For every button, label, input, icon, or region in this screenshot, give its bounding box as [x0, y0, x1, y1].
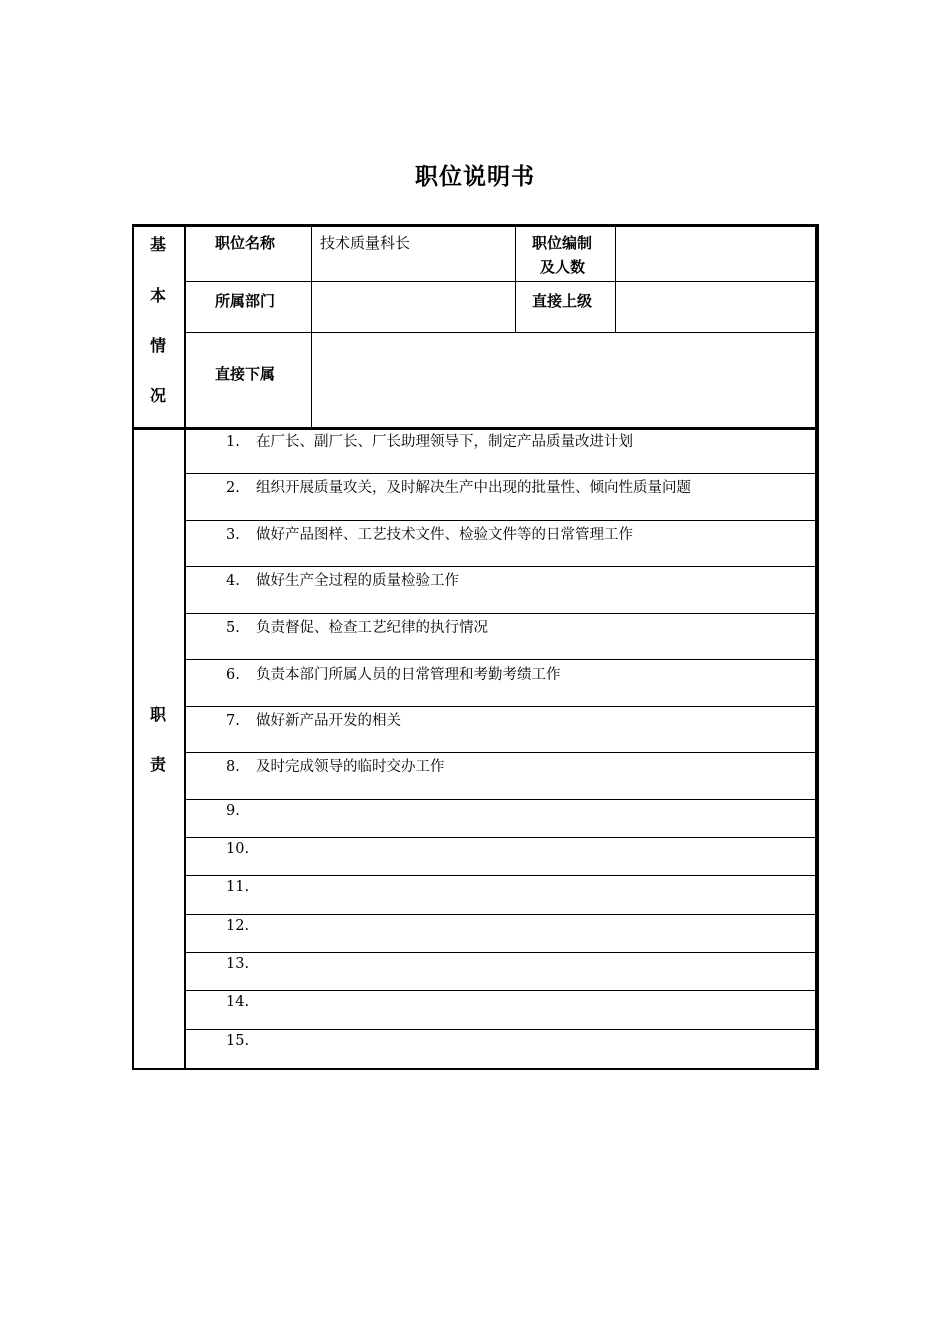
section-label-char: 职: [149, 705, 166, 724]
duty-text: 组织开展质量攻关，及时解决生产中出现的批量性、倾向性质量问题: [256, 480, 691, 496]
table-frame: [132, 224, 819, 1070]
section-divider: [132, 427, 815, 430]
job-description-table: [132, 224, 819, 1070]
headcount-label: [532, 231, 592, 279]
duty-number: 6.: [226, 667, 240, 683]
list-item: [226, 877, 256, 897]
row-divider: [184, 706, 815, 707]
list-item: [226, 992, 256, 1012]
duty-text: 负责督促、检查工艺纪律的执行情况: [256, 620, 488, 636]
row-divider: [184, 473, 815, 474]
duty-number: 2.: [226, 480, 240, 496]
row-divider: [184, 1029, 815, 1030]
list-item: [226, 571, 459, 591]
row-divider: [184, 990, 815, 991]
row-divider: [184, 281, 815, 282]
row-divider: [184, 659, 815, 660]
duty-text: 做好生产全过程的质量检验工作: [256, 573, 459, 589]
row-divider: [184, 613, 815, 614]
second-label-column-divider: [615, 224, 616, 332]
headcount-label-line: 职位编制: [532, 234, 593, 252]
page-title: 职位说明书: [415, 164, 535, 190]
row-divider: [184, 332, 815, 333]
section-label-char: 责: [149, 755, 166, 774]
row-divider: [184, 837, 815, 838]
duty-number: 10.: [226, 841, 250, 857]
list-item: [226, 839, 256, 859]
list-item: [226, 1031, 256, 1051]
list-item: [226, 954, 256, 974]
position-name-label: 职位名称: [215, 234, 276, 252]
headcount-label-line: 及人数: [540, 258, 586, 276]
list-item: [226, 665, 561, 685]
row-divider: [184, 799, 815, 800]
row-divider: [184, 914, 815, 915]
duty-number: 4.: [226, 573, 240, 589]
list-item: [226, 432, 633, 452]
section-label-char: 况: [149, 386, 166, 405]
list-item: [226, 478, 691, 498]
section-label-char: 本: [149, 286, 166, 305]
list-item: [226, 916, 256, 936]
duty-number: 3.: [226, 527, 240, 543]
position-name-value: 技术质量科长: [320, 234, 411, 252]
duty-text: 做好新产品开发的相关: [256, 713, 401, 729]
duty-number: 1.: [226, 434, 240, 450]
row-divider: [184, 875, 815, 876]
list-item: [226, 801, 256, 821]
section-label-char: 情: [149, 336, 166, 355]
section-label-divider: [184, 224, 186, 1070]
section-label-char: 基: [149, 235, 166, 254]
duty-number: 5.: [226, 620, 240, 636]
supervisor-label: 直接上级: [532, 292, 593, 310]
list-item: [226, 757, 445, 777]
duty-number: 8.: [226, 759, 240, 775]
duty-number: 12.: [226, 918, 250, 934]
value-column-divider: [515, 224, 516, 332]
duty-number: 14.: [226, 994, 250, 1010]
row-divider: [184, 566, 815, 567]
duty-text: 做好产品图样、工艺技术文件、检验文件等的日常管理工作: [256, 527, 633, 543]
row-divider: [184, 752, 815, 753]
label-column-divider: [311, 224, 312, 427]
list-item: [226, 618, 488, 638]
duty-text: 负责本部门所属人员的日常管理和考勤考绩工作: [256, 667, 561, 683]
subordinates-label: 直接下属: [215, 365, 276, 383]
list-item: [226, 711, 401, 731]
duty-text: 及时完成领导的临时交办工作: [256, 759, 445, 775]
duty-number: 13.: [226, 956, 250, 972]
duty-text: 在厂长、副厂长、厂长助理领导下，制定产品质量改进计划: [256, 434, 633, 450]
list-item: [226, 525, 633, 545]
row-divider: [184, 520, 815, 521]
duty-number: 11.: [226, 879, 250, 895]
duty-number: 7.: [226, 713, 240, 729]
row-divider: [184, 952, 815, 953]
department-label: 所属部门: [215, 292, 276, 310]
duty-number: 15.: [226, 1033, 250, 1049]
duty-number: 9.: [226, 803, 240, 819]
